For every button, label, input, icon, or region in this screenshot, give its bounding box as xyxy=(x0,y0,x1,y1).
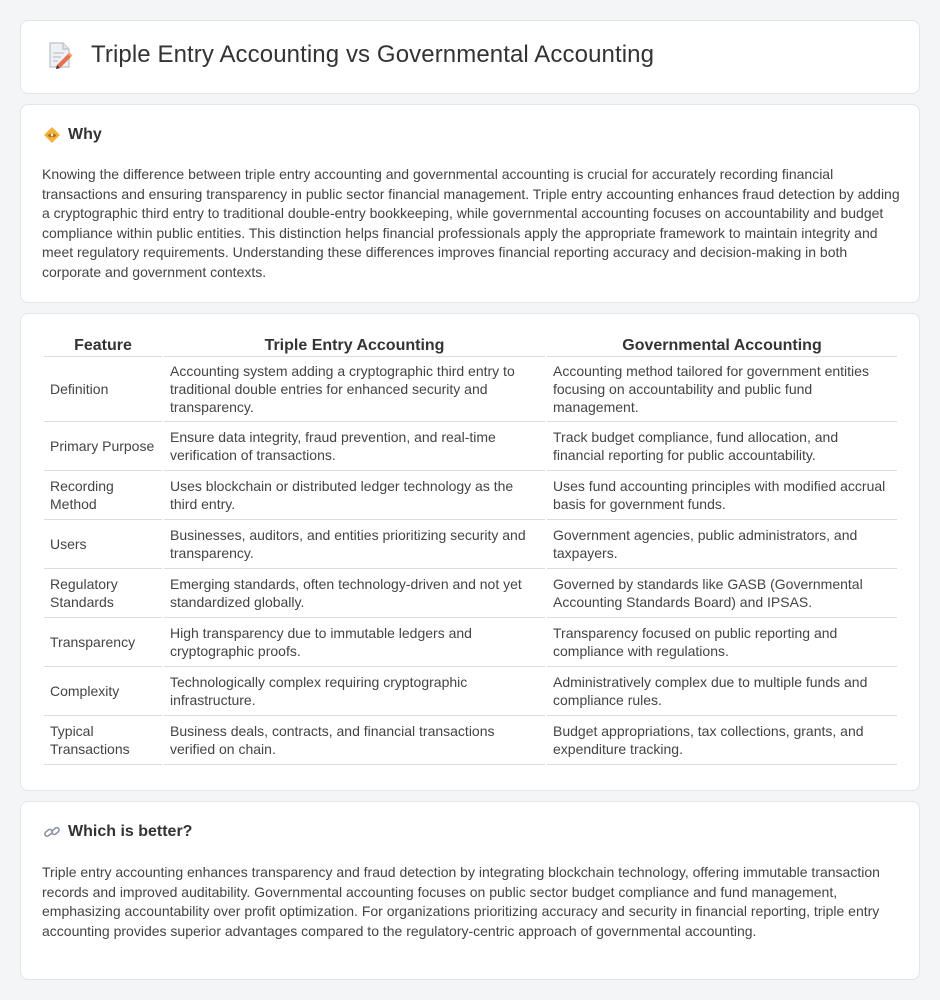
governmental-cell: Uses fund accounting principles with modified accrual basis for government funds. xyxy=(547,471,897,520)
table-row xyxy=(44,471,897,520)
which-is-better-title: Which is better? xyxy=(68,823,193,840)
triple-entry-cell: Businesses, auditors, and entities prioritizing security and transparency. xyxy=(164,520,545,569)
table-row xyxy=(44,520,897,569)
table-row xyxy=(44,618,897,667)
why-section xyxy=(20,104,920,303)
why-title: Why xyxy=(68,126,102,143)
triple-entry-cell: Ensure data integrity, fraud prevention, and real-time verification of transactions. xyxy=(164,422,545,471)
feature-cell: Users xyxy=(44,520,162,569)
feature-cell: Typical Transactions xyxy=(44,716,162,765)
triple-entry-cell: Uses blockchain or distributed ledger technology as the third entry. xyxy=(164,471,545,520)
feature-cell: Definition xyxy=(44,357,162,422)
feature-cell: Recording Method xyxy=(44,471,162,520)
column-header-governmental: Governmental Accounting xyxy=(547,335,897,357)
column-header-triple-entry: Triple Entry Accounting xyxy=(164,335,545,357)
handshake-icon xyxy=(43,126,61,144)
comparison-section xyxy=(20,313,920,791)
governmental-cell: Administratively complex due to multiple funds and compliance rules. xyxy=(547,667,897,716)
table-row xyxy=(44,569,897,618)
table-header-row xyxy=(44,335,897,357)
governmental-cell: Track budget compliance, fund allocation, and financial reporting for public accountability. xyxy=(547,422,897,471)
triple-entry-cell: Emerging standards, often technology-driven and not yet standardized globally. xyxy=(164,569,545,618)
which-is-better-section xyxy=(20,801,920,980)
which-is-better-heading xyxy=(43,823,192,841)
comparison-table xyxy=(42,335,899,765)
which-is-better-text: Triple entry accounting enhances transparency and fraud detection by integrating blockchain technology, offering immutable transaction records and improved auditability. Governmental accounting focuses on public sector budget compliance and fund management, emphasizing accountability over profit optimization. For organizations prioritizing accuracy and security in financial reporting, triple entry accounting provides superior advantages compared to the regulatory-centric approach of governmental accounting. xyxy=(42,864,880,939)
governmental-cell: Governed by standards like GASB (Governmental Accounting Standards Board) and IPSAS. xyxy=(547,569,897,618)
feature-cell: Complexity xyxy=(44,667,162,716)
governmental-cell: Budget appropriations, tax collections, grants, and expenditure tracking. xyxy=(547,716,897,765)
page-title-row xyxy=(47,41,654,69)
triple-entry-cell: Technologically complex requiring cryptographic infrastructure. xyxy=(164,667,545,716)
feature-cell: Primary Purpose xyxy=(44,422,162,471)
governmental-cell: Accounting method tailored for government entities focusing on accountability and public fund management. xyxy=(547,357,897,422)
feature-cell: Transparency xyxy=(44,618,162,667)
table-row xyxy=(44,357,897,422)
table-row xyxy=(44,422,897,471)
column-header-feature: Feature xyxy=(44,335,162,357)
table-row xyxy=(44,667,897,716)
governmental-cell: Government agencies, public administrators, and taxpayers. xyxy=(547,520,897,569)
page-title: Triple Entry Accounting vs Governmental Accounting xyxy=(91,41,655,68)
link-icon xyxy=(43,823,61,841)
triple-entry-cell: Accounting system adding a cryptographic third entry to traditional double entries for enhanced security and transparency. xyxy=(164,357,545,422)
header-card xyxy=(20,20,920,94)
document-pencil-icon xyxy=(47,41,73,69)
triple-entry-cell: Business deals, contracts, and financial transactions verified on chain. xyxy=(164,716,545,765)
why-text: Knowing the difference between triple entry accounting and governmental accounting is crucial for accurately recording financial transactions and ensuring transparency in public sector financial management. Triple entry accounting enhances fraud detection by adding a cryptographic third entry to traditional double-entry bookkeeping, while governmental accounting focuses on accountability and budget compliance within public entities. This distinction helps financial professionals apply the appropriate framework to maintain integrity and meet regulatory requirements. Understanding these differences improves financial reporting accuracy and decision-making in both corporate and government contexts. xyxy=(42,166,900,280)
table-row xyxy=(44,716,897,765)
governmental-cell: Transparency focused on public reporting and compliance with regulations. xyxy=(547,618,897,667)
triple-entry-cell: High transparency due to immutable ledgers and cryptographic proofs. xyxy=(164,618,545,667)
feature-cell: Regulatory Standards xyxy=(44,569,162,618)
why-heading xyxy=(43,126,102,144)
